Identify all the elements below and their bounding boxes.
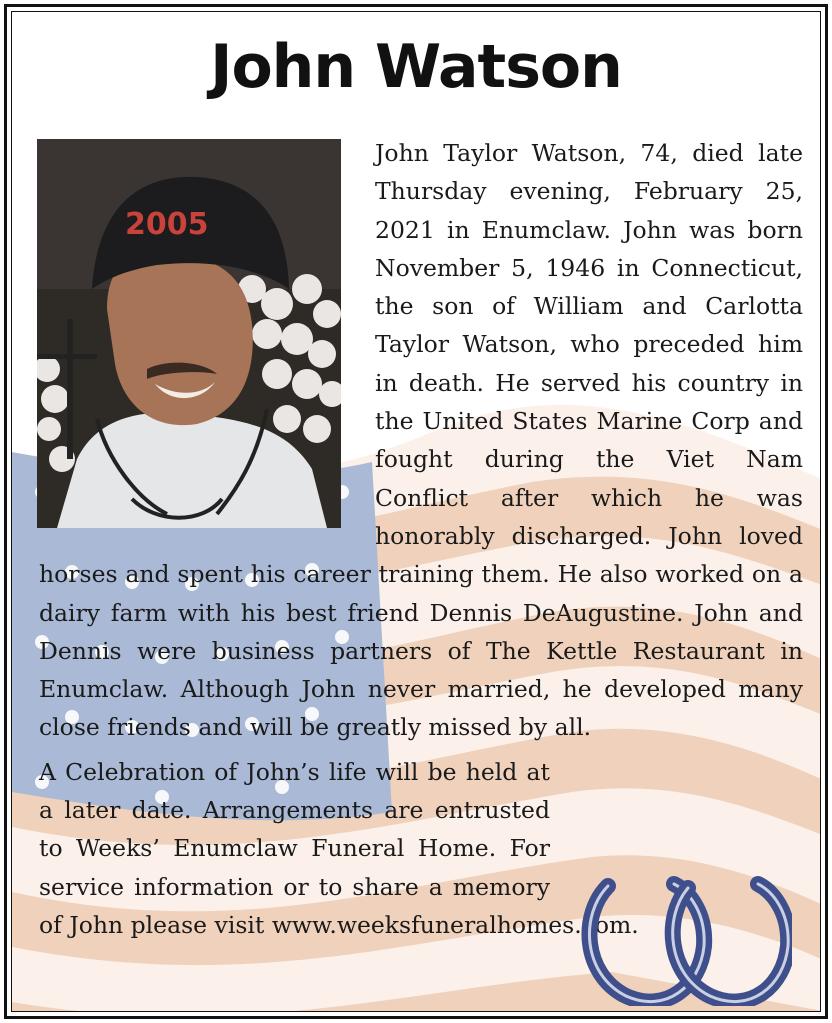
horseshoes-icon <box>578 874 792 1006</box>
obituary-name-heading: John Watson <box>210 32 622 102</box>
obituary-inner-border <box>11 11 821 1012</box>
obituary-frame <box>4 4 828 1019</box>
obituary-body <box>39 134 803 944</box>
obituary-paragraph-2: A Celebration of John’s life will be held at a later date. Arrangements are entrusted to Weeks’ Enumclaw Funeral Home. For service information or to share a memory of John please visit www.weeksfuneralhomes.com. <box>39 757 639 939</box>
photo-spacer <box>39 134 349 534</box>
obituary-paragraph-1: John Taylor Watson, 74, died late Thursday evening, February 25, 2021 in Enumclaw. John was born November 5, 1946 in Connecticut, the son of William and Carlotta Taylor Watson, who preceded him in death. He served his country in the United States Marine Corp and fought during the Viet Nam Conflict after which he was honorably discharged. John loved horses and spent his career training them. He also worked on a dairy farm with his best friend Dennis DeAugustine. John and Dennis were business partners of The Kettle Restaurant in Enumclaw. Although John never married, he developed many close friends and will be greatly missed by all. <box>39 139 803 742</box>
cap-logo-text: 2005 <box>125 207 209 242</box>
